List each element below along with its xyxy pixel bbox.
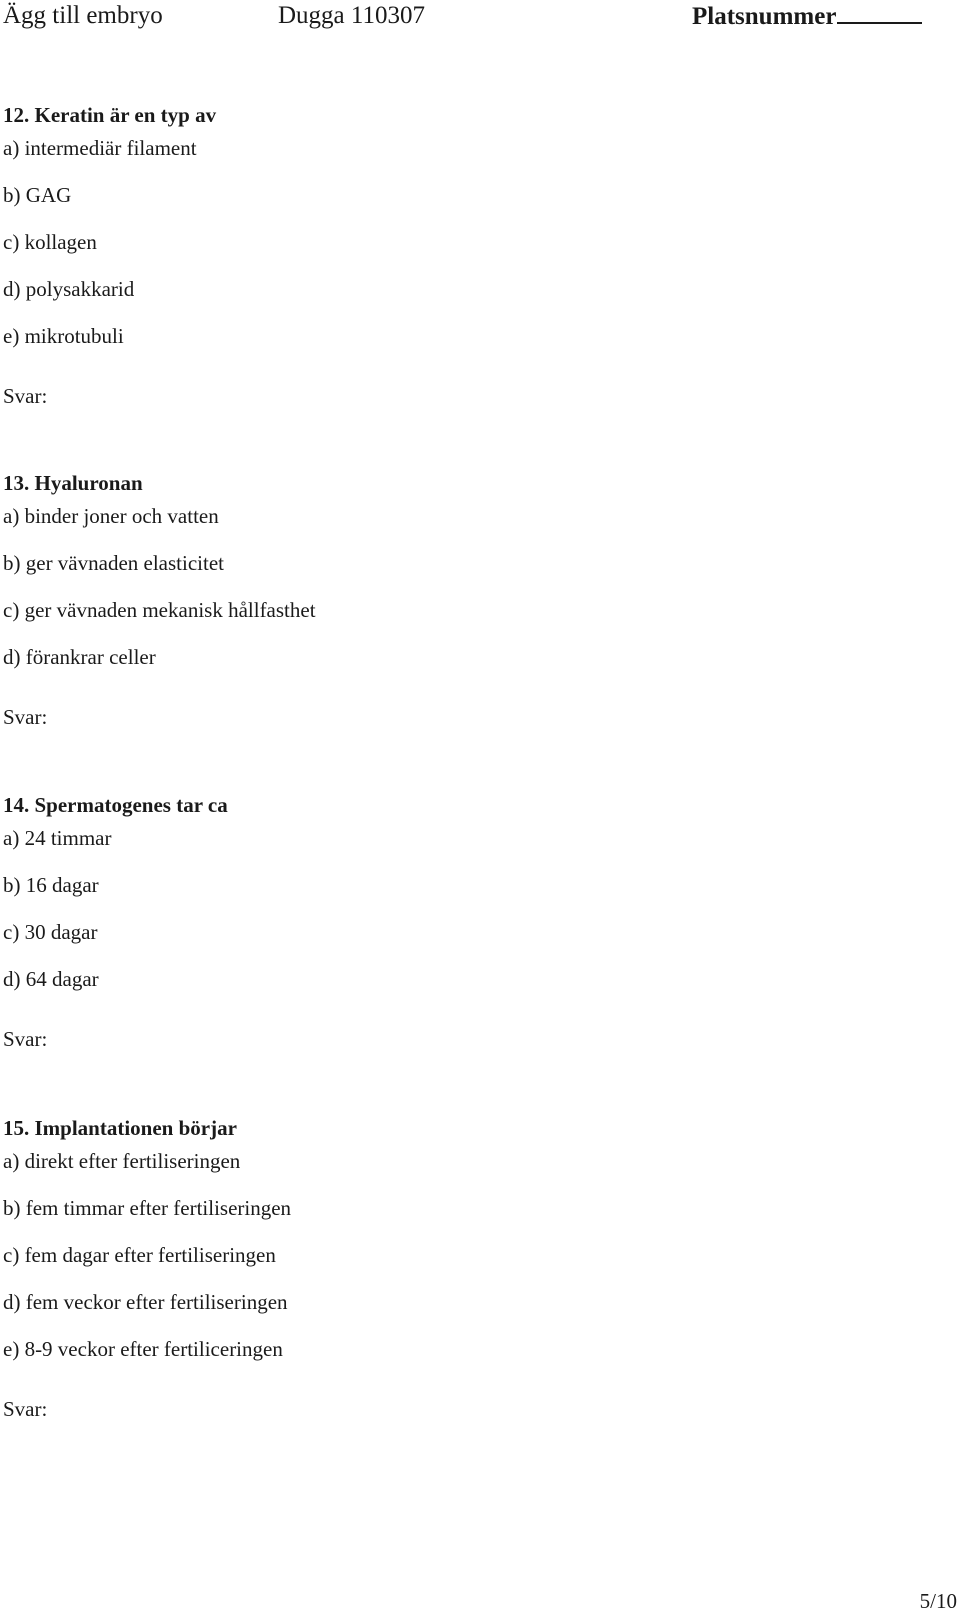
question-13 [3,470,943,731]
answer-field[interactable]: Svar: [3,1397,48,1421]
seat-number-field [692,2,922,31]
page-header [0,2,960,38]
course-title: Ägg till embryo [3,2,163,29]
option-a: a) direkt efter fertiliseringen [3,1149,241,1173]
answer-field[interactable]: Svar: [3,1027,48,1051]
answer-field[interactable]: Svar: [3,705,48,729]
option-c: c) 30 dagar [3,920,98,944]
question-title: 14. Spermatogenes tar ca [3,793,228,817]
option-e: e) mikrotubuli [3,324,124,348]
option-c: c) fem dagar efter fertiliseringen [3,1243,276,1267]
question-14 [3,792,943,1053]
option-b: b) 16 dagar [3,873,99,897]
option-b: b) GAG [3,183,72,207]
option-a: a) binder joner och vatten [3,504,219,528]
exam-title: Dugga 110307 [278,2,425,29]
option-d: d) polysakkarid [3,277,135,301]
question-title: 15. Implantationen börjar [3,1116,237,1140]
seat-number-label: Platsnummer [692,3,837,30]
option-c: c) ger vävnaden mekanisk hållfasthet [3,598,316,622]
option-b: b) ger vävnaden elasticitet [3,551,224,575]
option-a: a) 24 timmar [3,826,112,850]
question-12 [3,102,943,410]
option-e: e) 8-9 veckor efter fertiliceringen [3,1337,283,1361]
option-a: a) intermediär filament [3,136,197,160]
option-c: c) kollagen [3,230,97,254]
question-15 [3,1115,943,1423]
question-title: 13. Hyaluronan [3,471,143,495]
option-d: d) fem veckor efter fertiliseringen [3,1290,288,1314]
question-title: 12. Keratin är en typ av [3,103,217,127]
answer-field[interactable]: Svar: [3,384,48,408]
option-d: d) 64 dagar [3,967,99,991]
page-number: 5/10 [919,1589,957,1613]
seat-number-blank[interactable] [837,2,922,24]
option-b: b) fem timmar efter fertiliseringen [3,1196,292,1220]
option-d: d) förankrar celler [3,645,156,669]
